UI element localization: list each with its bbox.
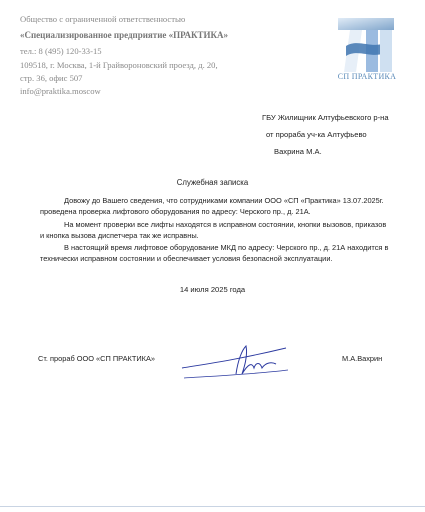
document-title: Служебная записка [176,178,249,187]
company-logo [336,16,396,72]
paragraph-1-text: Довожу до Вашего сведения, что сотрудниками компании ООО «СП «Практика» 13.07.2025г. проведена проверка лифтового оборудования по адресу: Черского пр., д. 21А. [40,196,384,217]
org-name: «Специализированное предприятие «ПРАКТИКА» [20,30,229,40]
org-address-line1: 109518, г. Москва, 1-й Грайвороновский проезд, д. 20, [20,60,218,70]
org-phone: тел.: 8 (495) 120-33-15 [20,46,102,56]
paragraph-3-text: В настоящий время лифтовое оборудование МКД по адресу: Черского пр., д. 21А находится в технически исправном состоянии и обеспечивает условия безопасной эксплуатации. [40,243,389,264]
paragraph-2-text: На момент проверки все лифты находятся в исправном состоянии, кнопки вызовов, приказов и кнопка вызова диспетчера так же исправны. [40,220,387,241]
logo-text: СП ПРАКТИКА [337,72,397,81]
handwritten-signature [176,334,292,382]
addressee-line1: ГБУ Жилищник Алтуфьевского р-на [262,113,389,122]
org-email: info@praktika.moscow [20,86,101,96]
addressee-line3: Вахрина М.А. [274,147,322,156]
signatory-position: Ст. прораб ООО «СП ПРАКТИКА» [38,354,156,363]
paragraph-3 [40,242,392,264]
org-address-line2: стр. 36, офис 507 [20,73,83,83]
paragraph-2 [40,219,392,241]
signatory-name: М.А.Вахрин [342,354,383,363]
paragraph-1 [40,195,392,217]
addressee-line2: от прораба уч-ка Алтуфьево [266,130,367,139]
document-date: 14 июля 2025 года [179,285,246,294]
org-type: Общество с ограниченной ответственностью [20,14,186,24]
page-bottom-divider [0,506,425,507]
